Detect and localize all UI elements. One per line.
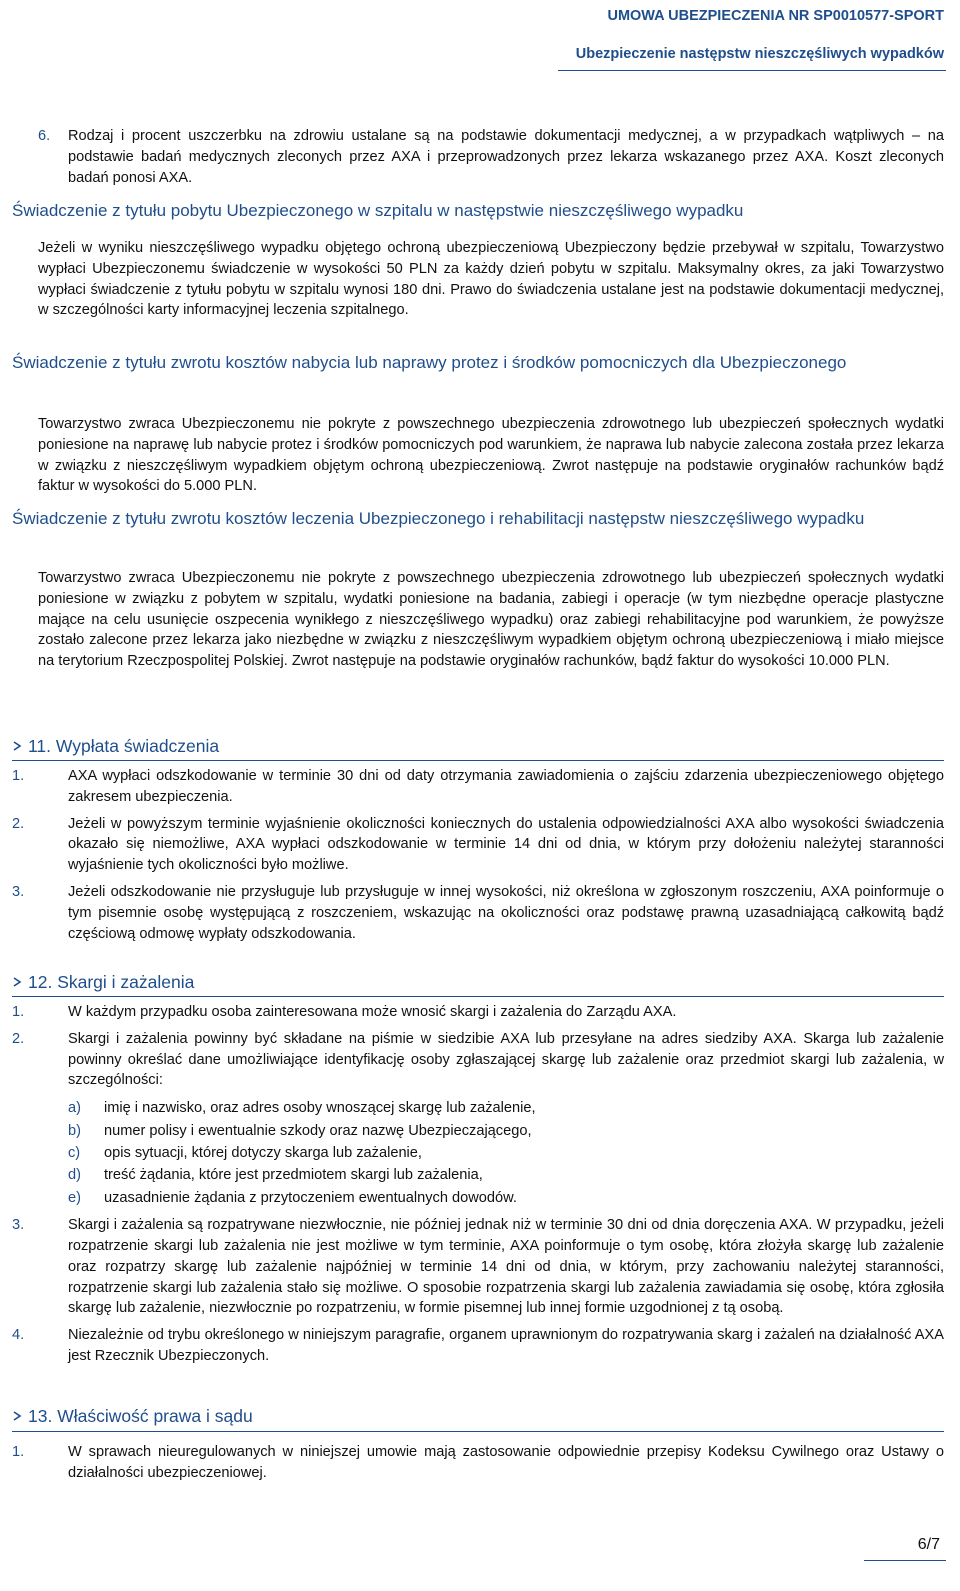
- sublist-item: [12, 1164, 944, 1186]
- heading-section-13-text: 13. Właściwość prawa i sądu: [28, 1406, 253, 1426]
- sublist: [12, 1097, 944, 1209]
- item-6-text: Rodzaj i procent uszczerbku na zdrowiu ustalane są na podstawie dokumentacji medycznej, a w przypadkach wątpliwych – na podstawie badań medycznych zleconych przez AXA i przeprowadzonych przez lekarza wskazanego przez AXA. Koszt zleconych badań ponosi AXA.: [68, 128, 944, 186]
- list-item-text: Jeżeli w powyższym terminie wyjaśnienie okoliczności koniecznych do ustalenia odpowiedzialności AXA albo wysokości świadczenia okazało się niemożliwe, AXA wypłaci odszkodowanie w terminie 14 dni od dnia, w którym przy dołożeniu należytej staranności wyjaśnienie tych okoliczności było możliwe.: [68, 815, 944, 874]
- header-divider: [558, 70, 946, 71]
- header-insurance-type: Ubezpieczenie następstw nieszczęśliwych wypadków: [575, 46, 944, 62]
- list-item-number: 3.: [12, 1217, 25, 1234]
- sublist-item-text: opis sytuacji, której dotyczy skarga lub zażalenie,: [104, 1145, 422, 1161]
- paragraph-item-6: [38, 126, 944, 188]
- list-item-number: 3.: [12, 883, 25, 900]
- list-section-11: [12, 766, 944, 944]
- section-title-treatment: Świadczenie z tytułu zwrotu kosztów leczenia Ubezpieczonego i rehabilitacji następstw nieszczęśliwego wypadku: [12, 509, 865, 528]
- heading-section-12: [12, 972, 944, 993]
- section-11-divider: [12, 760, 944, 761]
- section-body-prosthesis: Towarzystwo zwraca Ubezpieczonemu nie pokryte z powszechnego ubezpieczenia zdrowotnego lub ubezpieczeń społecznych wydatki poniesione na naprawę lub nabycie protez i środków pomocniczych pod warunkiem, że naprawa lub nabycie zalecona została przez lekarza w związku z nieszczęśliwym wypadkiem objętym ochroną ubezpieczeniową. Zwrot następuje na podstawie oryginałów rachunków bądź faktur w wysokości do 5.000 PLN.: [38, 416, 944, 495]
- sublist-item-text: numer polisy i ewentualnie szkody oraz nazwę Ubezpieczającego,: [104, 1122, 532, 1139]
- list-item-text: Jeżeli odszkodowanie nie przysługuje lub przysługuje w innej wysokości, niż określona w zgłoszonym roszczeniu, AXA poinformuje o tym pisemnie osobę występującą z roszczeniem, wskazując na okoliczności oraz podstawę prawną uzasadniającą całkowitą bądź częściową odmowę wypłaty odszkodowania.: [68, 883, 944, 942]
- list-item-text: AXA wypłaci odszkodowanie w terminie 30 dni od daty otrzymania zawiadomienia o zajściu zdarzenia ubezpieczeniowego objętego zakresem ubezpieczenia.: [68, 768, 944, 805]
- heading-section-11: [12, 736, 944, 757]
- section-body-treatment: Towarzystwo zwraca Ubezpieczonemu nie pokryte z powszechnego ubezpieczenia zdrowotnego lub ubezpieczeń społecznych wydatki poniesione w związku z pobytem w szpitalu, wydatki poniesione na badania, zabiegi i operacje (w tym niezbędne operacje plastyczne mające na celu usunięcie oszpecenia wynikłego z nieszczęśliwego wypadku) oraz zabiegi rehabilitacyjne pod warunkiem, że powyższe zostało zalecone przez lekarza jako niezbędne w związku z nieszczęśliwym wypadkiem objętym ochroną ubezpieczeniową i miało miejsce na terytorium Rzeczpospolitej Polskiej. Zwrot następuje na podstawie oryginałów rachunków, bądź faktur do wysokości 10.000 PLN.: [38, 570, 944, 670]
- footer-divider: [864, 1560, 946, 1561]
- chevron-right-icon: [12, 1411, 22, 1421]
- item-6-number: 6.: [38, 128, 51, 144]
- section-title-prosthesis: Świadczenie z tytułu zwrotu kosztów nabycia lub naprawy protez i środków pomocniczych dla Ubezpieczonego: [12, 353, 847, 372]
- list-item: [12, 1442, 944, 1484]
- sublist-item: [12, 1097, 944, 1119]
- list-item-text: Skargi i zażalenia powinny być składane na piśmie w siedzibie AXA lub przesyłane na adres siedziby AXA. Skarga lub zażalenie powinny określać dane umożliwiające identyfikację osoby zgłaszającej skargę lub zażalenie oraz przedmiot skargi lub zażalenia, w szczególności:: [68, 1030, 944, 1089]
- list-item-text: Niezależnie od trybu określonego w niniejszym paragrafie, organem uprawnionym do rozpatrywania skarg i zażaleń na działalność AXA jest Rzecznik Ubezpieczonych.: [68, 1327, 944, 1364]
- list-item-number: 2.: [12, 815, 25, 832]
- list-item: [12, 1215, 944, 1319]
- list-item: [12, 882, 944, 944]
- sublist-item-text: imię i nazwisko, oraz adres osoby wnoszącej skargę lub zażalenie,: [104, 1100, 536, 1117]
- list-item-text: W sprawach nieuregulowanych w niniejszej umowie mają zastosowanie odpowiednie przepisy Kodeksu Cywilnego oraz Ustawy o działalności ubezpieczeniowej.: [68, 1444, 944, 1481]
- list-item-number: 1.: [12, 1444, 25, 1460]
- sublist-item-letter: c): [68, 1145, 81, 1161]
- heading-section-12-text: 12. Skargi i zażalenia: [28, 972, 195, 992]
- sublist-item-letter: e): [68, 1189, 81, 1206]
- list-item: [12, 766, 944, 808]
- list-item-number: 1.: [12, 768, 25, 784]
- sublist-item-letter: d): [68, 1167, 81, 1184]
- list-section-13: [12, 1442, 944, 1484]
- page-number: 6/7: [917, 1536, 940, 1553]
- list-item: [12, 1325, 944, 1367]
- sublist-item: [12, 1120, 944, 1142]
- list-item-number: 1.: [12, 1004, 25, 1020]
- list-item-text: Skargi i zażalenia są rozpatrywane niezwłocznie, nie później jednak niż w terminie 30 dni od dnia doręczenia AXA. W przypadku, jeżeli rozpatrzenie skargi lub zażalenia nie jest możliwe w tym terminie, AXA poinformuje o tym osobę, która złożyła skargę lub zażalenie oraz rozpatrzy skargę lub zażalenie najpóźniej w terminie 14 dni od dnia, w którym, przy zachowaniu należytej staranności, rozpatrzenie skargi lub zażalenia stało się możliwe. O sposobie rozpatrzenia skargi lub zażalenia zawiadamia się osobę, która zgłosiła skargę lub zażalenie, niezwłocznie po rozpatrzeniu, w formie pisemnej lub innej formie uzgodnionej z tą osobą.: [68, 1217, 944, 1317]
- chevron-right-icon: [12, 977, 22, 987]
- list-section-12: [12, 1002, 944, 1367]
- section-title-hospital: Świadczenie z tytułu pobytu Ubezpieczonego w szpitalu w następstwie nieszczęśliwego wypadku: [12, 201, 744, 220]
- section-12-divider: [12, 996, 944, 997]
- section-body-hospital: Jeżeli w wyniku nieszczęśliwego wypadku objętego ochroną ubezpieczeniową Ubezpieczony będzie przebywał w szpitalu, Towarzystwo wypłaci Ubezpieczonemu świadczenie w wysokości 50 PLN za każdy dzień pobytu w szpitalu. Maksymalny okres, za jaki Towarzystwo wypłaci świadczenie z tytułu pobytu w szpitalu wynosi 180 dni. Prawo do świadczenia ustalane jest na podstawie dokumentacji medycznej, w szczególności karty informacyjnej leczenia szpitalnego.: [38, 240, 944, 319]
- list-item: [12, 1002, 944, 1023]
- list-item-number: 4.: [12, 1327, 25, 1344]
- heading-section-13: [12, 1406, 944, 1427]
- header-contract-number: UMOWA UBEZPIECZENIA NR SP0010577-SPORT: [607, 8, 944, 24]
- section-13-divider: [12, 1431, 944, 1432]
- sublist-item-text: treść żądania, które jest przedmiotem skargi lub zażalenia,: [104, 1167, 483, 1184]
- heading-section-11-text: 11. Wypłata świadczenia: [28, 736, 220, 756]
- sublist-item: [12, 1187, 944, 1209]
- sublist-item-text: uzasadnienie żądania z przytoczeniem ewentualnych dowodów.: [104, 1189, 517, 1206]
- sublist-item-letter: a): [68, 1100, 81, 1117]
- sublist-item: [12, 1142, 944, 1164]
- list-item-number: 2.: [12, 1030, 25, 1047]
- list-item-text: W każdym przypadku osoba zainteresowana może wnosić skargi i zażalenia do Zarządu AXA.: [68, 1004, 677, 1020]
- list-item: [12, 1029, 944, 1091]
- list-item: [12, 814, 944, 876]
- chevron-right-icon: [12, 741, 22, 751]
- sublist-item-letter: b): [68, 1122, 81, 1139]
